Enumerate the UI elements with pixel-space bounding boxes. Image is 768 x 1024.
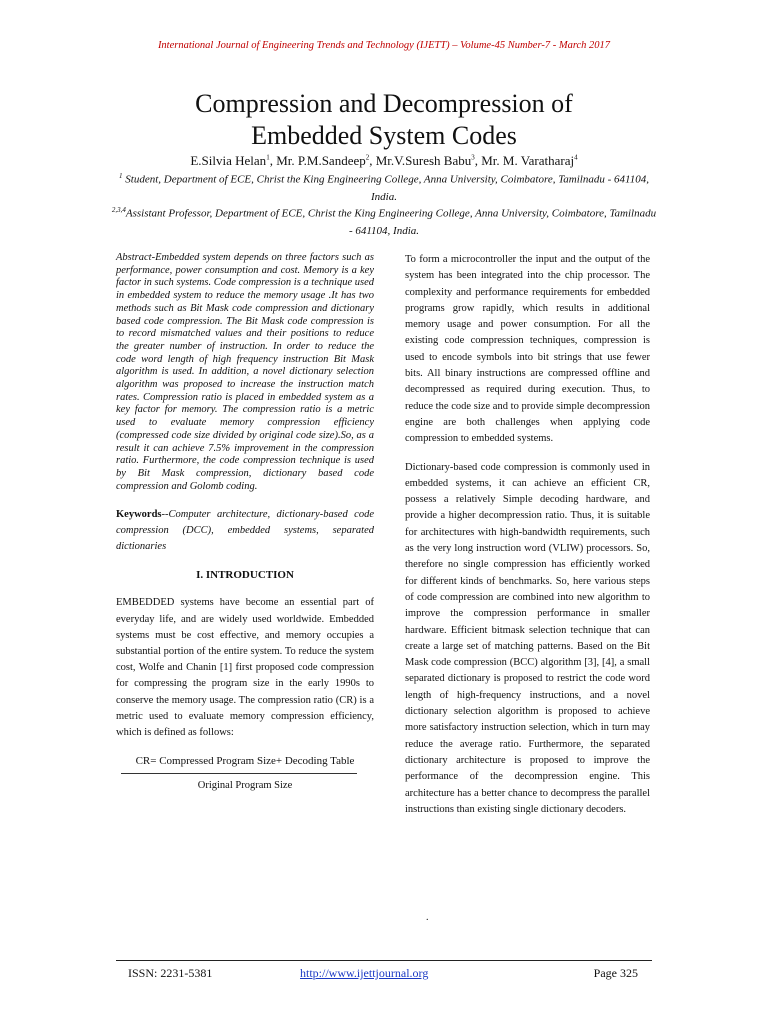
title-line-1: Compression and Decompression of [195,89,573,118]
formula-numerator: CR= Compressed Program Size+ Decoding Table [135,755,355,768]
formula-denominator: Original Program Size [197,780,293,792]
author-name: Mr.V.Suresh Babu [375,153,472,168]
affiliation-text: Assistant Professor, Department of ECE, Christ the King Engineering College, Anna University, Coimbatore, Tamilnadu - 641104, India. [125,207,657,237]
right-paragraph-1: To form a microcontroller the input and the output of the system has been integrated into the chip processor. The complexity and performance requirements for embedded programs grow rapidly, which results in additional memory usage and power consumption. For all the existing code compression techniques, compression is used to encode symbols into bit strings that use fewer bits. All binary instructions are compressed offline and decompressed as required during execution. Thus, to reduce the code size and to provide simple decompression engine are both challenges when applying code compression to embedded systems. [405,254,650,445]
footer-issn: ISSN: 2231-5381 [128,966,213,980]
affiliation-2 [110,202,658,240]
author-name: Mr. M. Varatharaj [481,153,575,168]
keywords-label: Keywords [116,509,162,521]
left-column [116,252,374,791]
author-sup: 4 [574,153,578,162]
fraction-bar [121,773,357,774]
affiliation-sup: 2,3,4 [111,206,126,214]
introduction-paragraph: EMBEDDED systems have become an essential part of everyday life, and are widely used worldwide. Embedded systems must be cost effective, and memory occupies a substantial portion of the entire system. To reduce the system cost, Wolfe and Chanin [1] first proposed code compression for compressing the program size in the early 1990s to conserve the memory usage. The compression ratio (CR) is a metric used to evaluate memory compression efficiency, which is defined as follows: [116,597,374,738]
affiliation-sup: 1 [119,172,123,180]
author-name: Mr. P.M.Sandeep [276,153,366,168]
footer-page-number: Page 325 [593,966,638,980]
keywords [116,507,374,555]
stray-dot: . [426,912,429,923]
author-sup: 1 [266,153,270,162]
right-column [405,252,650,830]
section-heading-introduction: I. INTRODUCTION [196,569,294,582]
footer-url-link[interactable]: http://www.ijettjournal.org [300,966,429,980]
affiliation-1 [110,168,658,206]
author-name: E.Silvia Helan [190,153,267,168]
footer-divider [116,960,652,961]
author-sup: 2 [365,153,370,162]
abstract: Abstract-Embedded system depends on three factors such as performance, power consumption and cost. Memory is a key factor in such systems. Code compression is a technique used in embedded system to reduce the memory usage .It has two methods such as Bit Mask code compression and dictionary based code compression. The Bit Mask code compression is to record mismatched values and their positions to reduce the greater number of instruction. In order to reduce the code word length of high frequency instruction Bit Mask algorithm is used. In addition, a novel dictionary selection algorithm was proposed to increase the instruction match rates. Compression ratio is placed in embedded system as a key factor for memory. The compression ratio is a metric used to evaluate memory compression efficiency (compressed code size divided by original code size).So, as a result it can achieve 7.5% improvement in the compression ratio. Furthermore, the code compression technique is used by Bit Mask compression, dictionary based code compression and Golomb coding. [116,252,374,492]
title-line-2: Embedded System Codes [251,121,517,150]
journal-header: International Journal of Engineering Trends and Technology (IJETT) – Volume-45 Number-7 - March 2017 [157,40,611,51]
right-paragraph-2: Dictionary-based code compression is commonly used in embedded systems, it can achieve an efficient CR, possess a relatively Simple decoding hardware, and provide a higher decompression ratio. Thus, it is suitable for architectures with high-bandwidth requirements, such as the very long instruction word (VLIW) processors. So, therefore no single compression has efficiently worked for different kinds of benchmarks. So, here various steps of code compression are combined into new algorithm to improve the compression performance in smaller hardware. Efficient bitmask selection technique that can create a large set of matching patterns. Based on the Bit Mask code compression (BCC) algorithm [3], [4], a small separated dictionary is proposed to restrict the code word length of high-frequency instructions, and a novel dictionary selection algorithm is proposed to achieve more satisfactory instruction selection, which in turn may reduce the average ratio. Furthermore, the separated dictionary architecture is proposed to improve the performance of the decompression engine. This architecture has a better chance to decompress the parallel instructions than existing single dictionary decoders. [405,461,650,815]
author-sup: 3 [471,153,475,162]
keywords-text: --Computer architecture, dictionary-based code compression (DCC), embedded systems, separated dictionaries [116,509,374,553]
affiliation-text: Student, Department of ECE, Christ the King Engineering College, Anna University, Coimbatore, Tamilnadu - 641104, India. [122,173,649,203]
paper-title [0,88,768,152]
author-list: E.Silvia Helan$^1$, Mr. P.M.Sandeep$^2$, Mr.V.Suresh Babu$^3$, Mr. M. Varatharaj$^4$ [190,153,578,168]
